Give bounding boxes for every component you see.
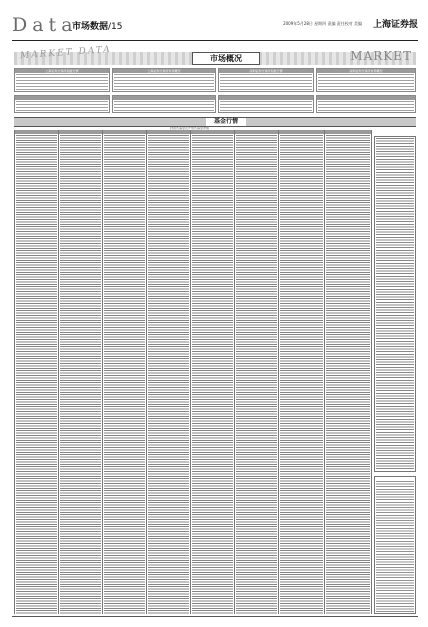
page-number: /15 [108, 22, 123, 32]
summary-table-3 [218, 95, 314, 113]
column-rows [236, 135, 277, 614]
market-table-header: 上海证券交易所指数行情 [15, 69, 109, 73]
column-rows [280, 135, 323, 614]
fund-column-4 [146, 130, 190, 614]
market-table-3 [218, 68, 314, 92]
market-table-header: 深圳证券交易所市场概况 [317, 69, 415, 73]
banner-title: 市场概况 [192, 52, 260, 65]
column-header [15, 130, 58, 134]
market-table-rows [114, 74, 214, 90]
summary-table-rows [318, 101, 414, 111]
column-header [279, 130, 324, 134]
paper-name: 上海证券报 [372, 20, 418, 30]
fund-column-5 [190, 130, 234, 614]
fund-subtitle: 封闭式基金及开放式基金净值 [170, 126, 210, 130]
section-title [72, 19, 123, 32]
summary-table-1 [14, 95, 110, 113]
column-header [147, 130, 190, 134]
fund-column-1 [14, 130, 58, 614]
summary-table-header [113, 96, 215, 100]
column-header [191, 130, 234, 134]
summary-table-header [219, 96, 313, 100]
right-fund-rows [376, 138, 414, 470]
banner-background-text: MARKET DATA [19, 44, 113, 62]
dateline: 2009年5月28日 星期四 责编 责任校对 美编 [283, 21, 362, 26]
summary-table-header [317, 96, 415, 100]
summary-table-header [15, 96, 109, 100]
summary-table-2 [112, 95, 216, 113]
summary-table-rows [114, 101, 214, 111]
column-rows [104, 135, 145, 614]
column-rows [16, 135, 57, 614]
summary-table-4 [316, 95, 416, 113]
footer-rule [12, 616, 418, 617]
summary-table-rows [220, 101, 312, 111]
section-letters: Data [12, 14, 78, 36]
column-rows [60, 135, 101, 614]
fund-column-2 [58, 130, 102, 614]
column-header [59, 130, 102, 134]
right-fund-table [374, 136, 416, 472]
column-rows [148, 135, 189, 614]
banner-tail-text: MARKET [350, 49, 412, 63]
fund-column-7 [278, 130, 324, 614]
fund-title: 基金行情 [206, 118, 246, 126]
market-banner [14, 44, 416, 65]
column-header [235, 130, 278, 134]
fund-banner [14, 117, 416, 127]
fund-column-6 [234, 130, 278, 614]
market-table-header: 深圳证券交易所指数行情 [219, 69, 313, 73]
market-table-rows [318, 74, 414, 90]
right-lower-rows [376, 481, 414, 612]
section-name: 市场数据 [72, 22, 109, 32]
market-table-2 [112, 68, 216, 92]
market-table-header: 上海证券交易所市场概况 [113, 69, 215, 73]
market-table-rows [220, 74, 312, 90]
column-rows [326, 135, 370, 614]
summary-table-rows [16, 101, 108, 111]
fund-column-8 [324, 130, 372, 614]
fund-column-3 [102, 130, 146, 614]
column-header [103, 130, 146, 134]
masthead-rule [12, 40, 418, 41]
right-lower-table [374, 476, 416, 614]
column-header [325, 130, 371, 134]
market-table-4 [316, 68, 416, 92]
market-table-1 [14, 68, 110, 92]
column-rows [192, 135, 233, 614]
masthead [12, 14, 418, 38]
market-table-rows [16, 74, 108, 90]
